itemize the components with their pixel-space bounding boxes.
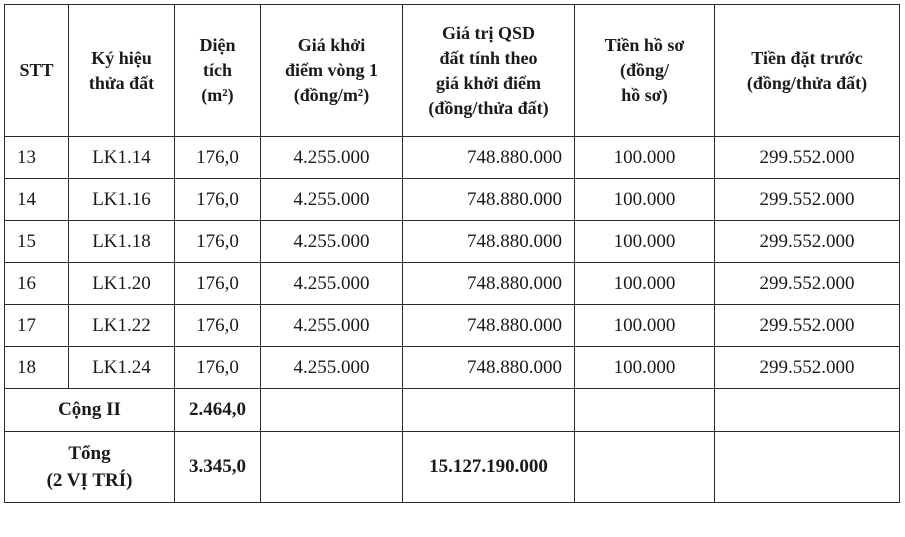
cell-plot-code: LK1.14 [69, 137, 175, 179]
total-label: Tổng (2 VỊ TRÍ) [5, 432, 175, 503]
empty-cell [575, 389, 715, 432]
table-row [5, 347, 900, 389]
header-area: Diện tích (m²) [175, 5, 261, 137]
cell-stt: 17 [5, 305, 69, 347]
table-row [5, 305, 900, 347]
header-stt: STT [5, 5, 69, 137]
cell-land-value: 748.880.000 [403, 221, 575, 263]
cell-starting-price: 4.255.000 [261, 305, 403, 347]
cell-stt: 16 [5, 263, 69, 305]
cell-land-value: 748.880.000 [403, 347, 575, 389]
cell-stt: 15 [5, 221, 69, 263]
empty-cell [575, 432, 715, 503]
land-auction-table-page [4, 4, 899, 503]
cell-land-value: 748.880.000 [403, 305, 575, 347]
cell-area: 176,0 [175, 305, 261, 347]
cell-file-fee: 100.000 [575, 347, 715, 389]
table-row [5, 137, 900, 179]
cell-plot-code: LK1.18 [69, 221, 175, 263]
cell-land-value: 748.880.000 [403, 263, 575, 305]
cell-plot-code: LK1.22 [69, 305, 175, 347]
table-row [5, 221, 900, 263]
cell-deposit: 299.552.000 [715, 179, 900, 221]
cell-file-fee: 100.000 [575, 221, 715, 263]
empty-cell [261, 432, 403, 503]
cell-area: 176,0 [175, 221, 261, 263]
table-row [5, 179, 900, 221]
cell-land-value: 748.880.000 [403, 137, 575, 179]
cell-deposit: 299.552.000 [715, 263, 900, 305]
header-plot-code: Ký hiệu thửa đất [69, 5, 175, 137]
cell-deposit: 299.552.000 [715, 347, 900, 389]
subtotal-label: Cộng II [5, 389, 175, 432]
empty-cell [403, 389, 575, 432]
header-starting-price: Giá khởi điểm vòng 1 (đồng/m²) [261, 5, 403, 137]
cell-area: 176,0 [175, 263, 261, 305]
cell-stt: 18 [5, 347, 69, 389]
header-land-value: Giá trị QSD đất tính theo giá khởi điểm (đồng/thửa đất) [403, 5, 575, 137]
cell-area: 176,0 [175, 179, 261, 221]
empty-cell [715, 389, 900, 432]
subtotal-area: 2.464,0 [175, 389, 261, 432]
cell-starting-price: 4.255.000 [261, 221, 403, 263]
cell-plot-code: LK1.16 [69, 179, 175, 221]
cell-file-fee: 100.000 [575, 179, 715, 221]
total-area: 3.345,0 [175, 432, 261, 503]
cell-starting-price: 4.255.000 [261, 137, 403, 179]
cell-land-value: 748.880.000 [403, 179, 575, 221]
cell-deposit: 299.552.000 [715, 221, 900, 263]
cell-file-fee: 100.000 [575, 305, 715, 347]
land-plot-table [4, 4, 900, 503]
cell-deposit: 299.552.000 [715, 137, 900, 179]
header-file-fee: Tiền hồ sơ (đồng/ hồ sơ) [575, 5, 715, 137]
cell-file-fee: 100.000 [575, 263, 715, 305]
cell-area: 176,0 [175, 347, 261, 389]
empty-cell [261, 389, 403, 432]
total-row [5, 432, 900, 503]
cell-plot-code: LK1.20 [69, 263, 175, 305]
cell-starting-price: 4.255.000 [261, 347, 403, 389]
subtotal-row [5, 389, 900, 432]
header-deposit: Tiền đặt trước (đồng/thửa đất) [715, 5, 900, 137]
header-row [5, 5, 900, 137]
total-land-value: 15.127.190.000 [403, 432, 575, 503]
empty-cell [715, 432, 900, 503]
cell-starting-price: 4.255.000 [261, 179, 403, 221]
cell-plot-code: LK1.24 [69, 347, 175, 389]
cell-file-fee: 100.000 [575, 137, 715, 179]
cell-stt: 13 [5, 137, 69, 179]
cell-deposit: 299.552.000 [715, 305, 900, 347]
table-row [5, 263, 900, 305]
cell-starting-price: 4.255.000 [261, 263, 403, 305]
cell-area: 176,0 [175, 137, 261, 179]
cell-stt: 14 [5, 179, 69, 221]
